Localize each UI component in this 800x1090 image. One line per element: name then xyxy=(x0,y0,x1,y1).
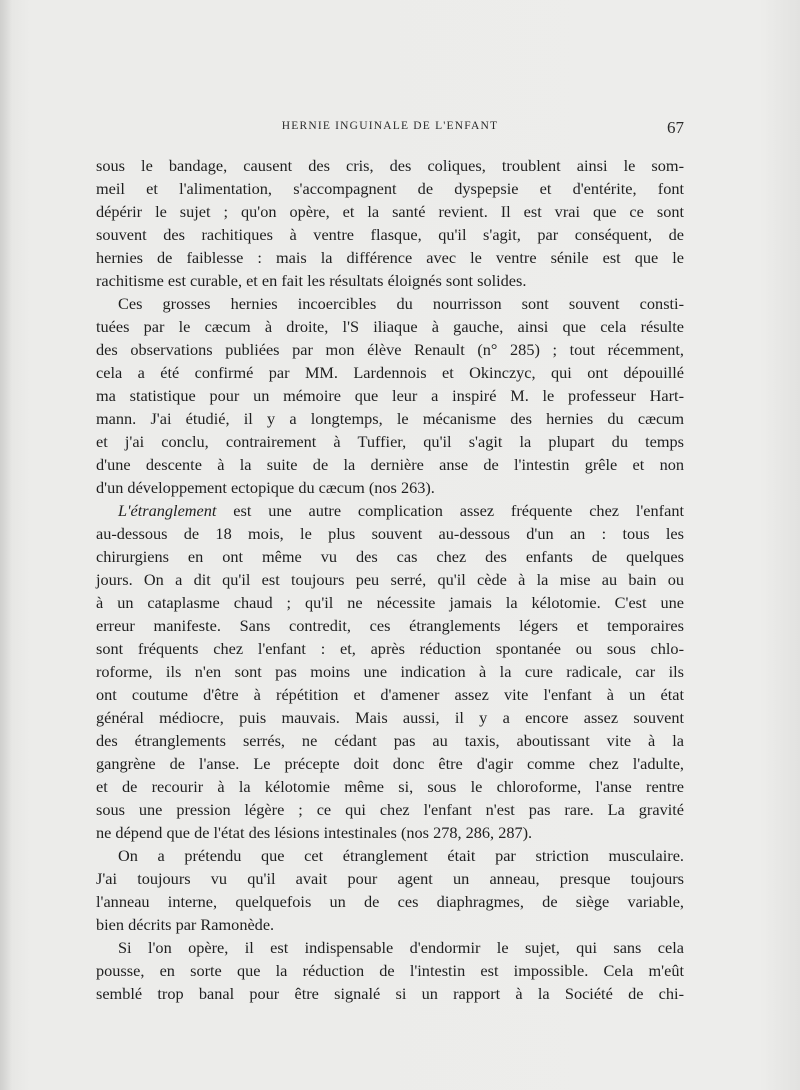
text-line: On a prétendu que cet étranglement était par striction musculaire. xyxy=(118,846,684,865)
text-line: sont fréquents chez l'enfant : et, après réduction spontanée ou sous chlo- xyxy=(96,639,684,658)
text-line: meil et l'alimentation, s'accompagnent de dyspepsie et d'entérite, font xyxy=(96,179,684,198)
text-line: mann. J'ai étudié, il y a longtemps, le mécanisme des hernies du cæcum xyxy=(96,409,684,428)
text-line: d'un développement ectopique du cæcum (nos 263). xyxy=(96,478,435,497)
text-line: cela a été confirmé par MM. Lardennois et Okinczyc, qui ont dépouillé xyxy=(96,363,684,382)
italic-term: L'étranglement xyxy=(118,501,217,520)
text-line: d'une descente à la suite de la dernière anse de l'intestin grêle et non xyxy=(96,455,684,474)
running-head-title: HERNIE INGUINALE DE L'ENFANT xyxy=(281,120,499,132)
text-line: au-dessous de 18 mois, le plus souvent au-dessous d'un an : tous les xyxy=(96,524,684,543)
text-line: gangrène de l'anse. Le précepte doit donc être d'agir comme chez l'adulte, xyxy=(96,754,684,773)
text-line: l'anneau interne, quelquefois un de ces diaphragmes, de siège variable, xyxy=(96,892,684,911)
text-line: souvent des rachitiques à ventre flasque, qu'il s'agit, par conséquent, de xyxy=(96,225,684,244)
page-gutter-shadow xyxy=(0,0,12,1090)
text-line: Si l'on opère, il est indispensable d'endormir le sujet, qui sans cela xyxy=(118,938,684,957)
text-line xyxy=(96,499,684,522)
text-line: et de recourir à la kélotomie même si, sous le chloroforme, l'anse rentre xyxy=(96,777,684,796)
text-line: ma statistique pour un mémoire que leur a inspiré M. le professeur Hart- xyxy=(96,386,684,405)
text-line: rachitisme est curable, et en fait les résultats éloignés sont solides. xyxy=(96,271,527,290)
text-line: des étranglements serrés, ne cédant pas au taxis, aboutissant vite à la xyxy=(96,731,684,750)
text-line: tuées par le cæcum à droite, l'S iliaque à gauche, ainsi que cela résulte xyxy=(96,317,684,336)
running-head xyxy=(96,118,684,138)
text-line: chirurgiens en ont même vu des cas chez des enfants de quelques xyxy=(96,547,684,566)
text-line: erreur manifeste. Sans contredit, ces étranglements légers et temporaires xyxy=(96,616,684,635)
text-line: sous le bandage, causent des cris, des coliques, troublent ainsi le som- xyxy=(96,156,684,175)
text-run: est une autre complication assez fréquente chez l'enfant xyxy=(216,501,684,520)
text-line: général médiocre, puis mauvais. Mais aussi, il y a encore assez souvent xyxy=(96,708,684,727)
text-line: des observations publiées par mon élève Renault (n° 285) ; tout récemment, xyxy=(96,340,684,359)
text-line: sous une pression légère ; ce qui chez l'enfant n'est pas rare. La gravité xyxy=(96,800,684,819)
text-line: J'ai toujours vu qu'il avait pour agent un anneau, presque toujours xyxy=(96,869,684,888)
text-line: dépérir le sujet ; qu'on opère, et la santé revient. Il est vrai que ce sont xyxy=(96,202,684,221)
text-line: à un cataplasme chaud ; qu'il ne nécessite jamais la kélotomie. C'est une xyxy=(96,593,684,612)
text-line: Ces grosses hernies incoercibles du nourrisson sont souvent consti- xyxy=(118,294,684,313)
text-line: roforme, ils n'en sont pas moins une indication à la cure radicale, car ils xyxy=(96,662,684,681)
text-line: hernies de faiblesse : mais la différence avec le ventre sénile est que le xyxy=(96,248,684,267)
text-line: jours. On a dit qu'il est toujours peu serré, qu'il cède à la mise au bain ou xyxy=(96,570,684,589)
text-line: et j'ai conclu, contrairement à Tuffier, qu'il s'agit la plupart du temps xyxy=(96,432,684,451)
text-line: pousse, en sorte que la réduction de l'intestin est impossible. Cela m'eût xyxy=(96,961,684,980)
text-line: bien décrits par Ramonède. xyxy=(96,915,275,934)
text-line: semblé trop banal pour être signalé si un rapport à la Société de chi- xyxy=(96,984,684,1003)
page-number: 67 xyxy=(667,118,684,137)
text-line: ont coutume d'être à répétition et d'amener assez vite l'enfant à un état xyxy=(96,685,684,704)
text-line: ne dépend que de l'état des lésions intestinales (nos 278, 286, 287). xyxy=(96,823,533,842)
body-text xyxy=(96,154,684,1005)
